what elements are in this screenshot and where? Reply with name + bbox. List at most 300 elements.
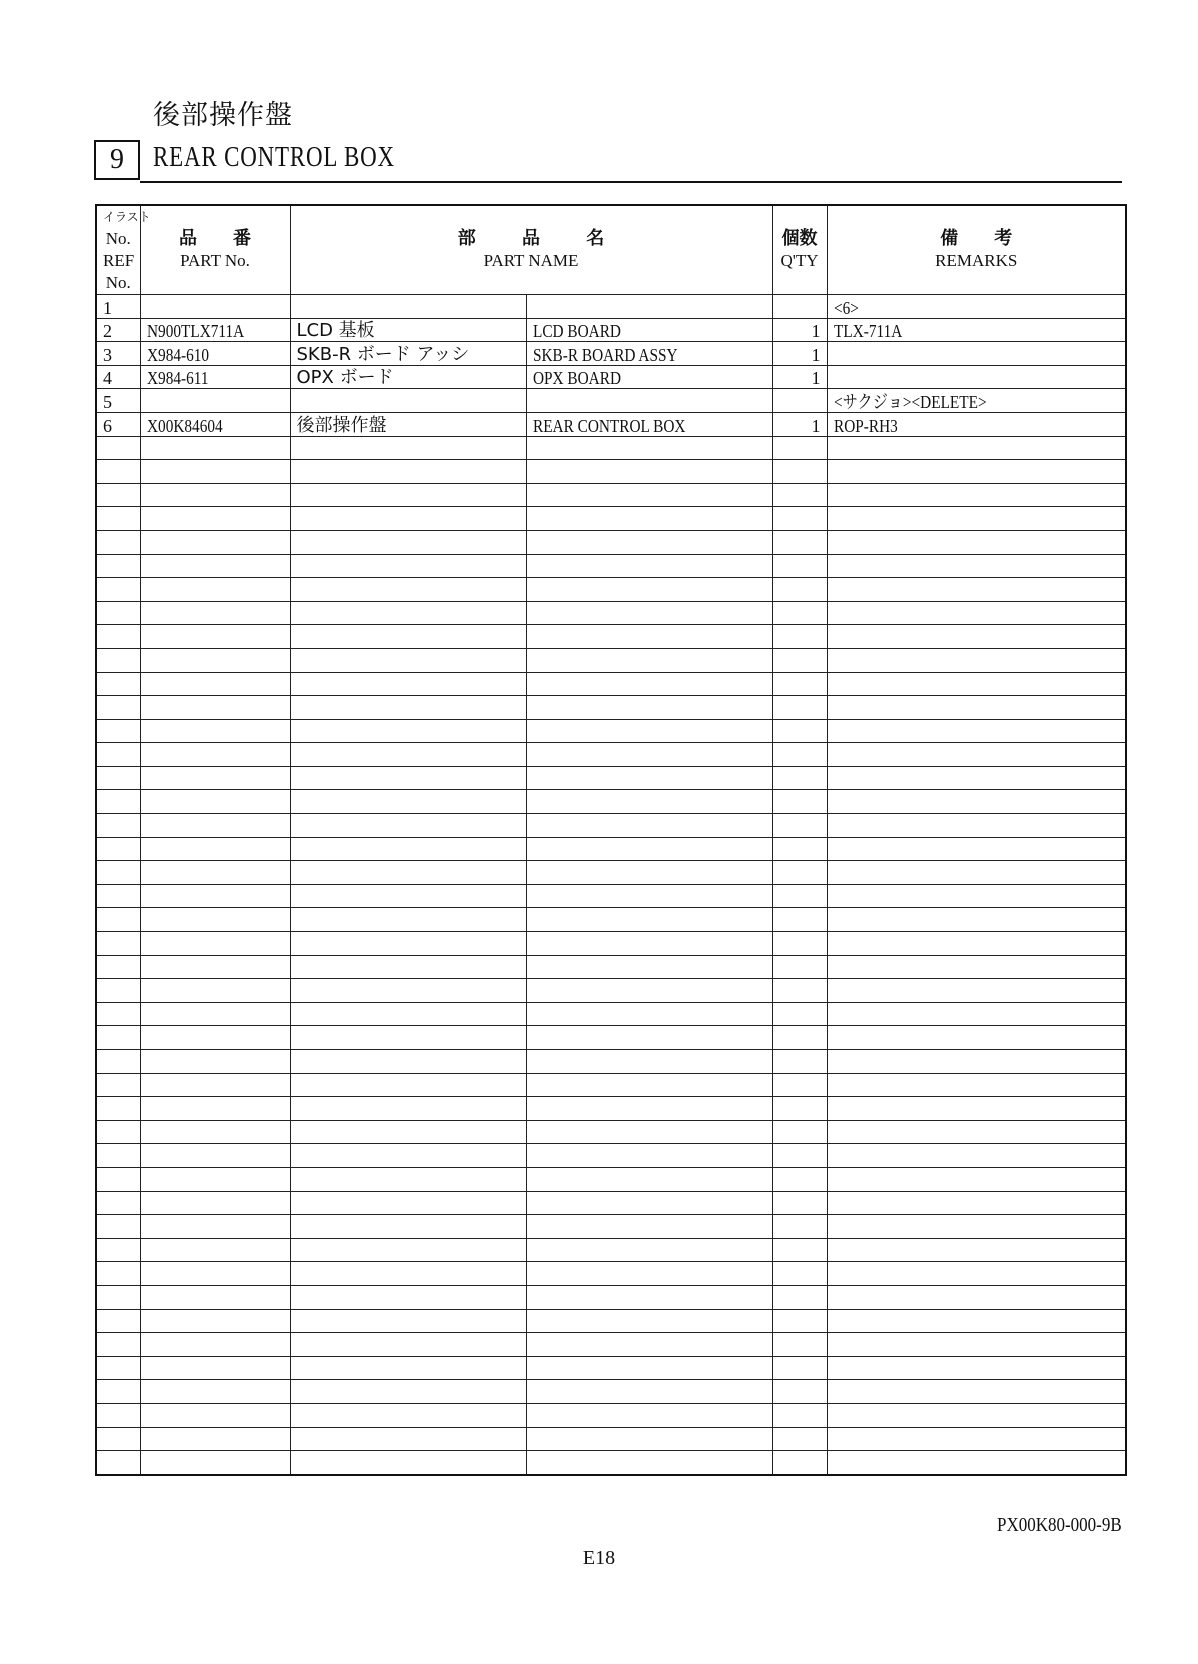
cell-name-jp — [290, 554, 526, 578]
cell-remarks — [827, 1120, 1126, 1144]
table-row — [96, 672, 1126, 696]
cell-name-en — [526, 625, 772, 649]
cell-name-jp — [290, 625, 526, 649]
cell-part-no — [140, 1403, 290, 1427]
cell-qty — [772, 1262, 827, 1286]
cell-ref — [96, 1427, 140, 1451]
cell-ref — [96, 1333, 140, 1357]
cell-name-jp — [290, 743, 526, 767]
cell-name-en — [526, 790, 772, 814]
cell-name-en — [526, 578, 772, 602]
cell-part-no-text: X984-611 — [146, 368, 208, 389]
cell-part-no — [140, 766, 290, 790]
cell-remarks — [827, 932, 1126, 956]
cell-ref-text: 4 — [103, 368, 112, 389]
cell-ref-text: 2 — [103, 321, 112, 342]
cell-name-en — [526, 554, 772, 578]
cell-name-en — [526, 648, 772, 672]
cell-qty — [772, 696, 827, 720]
cell-ref — [96, 483, 140, 507]
cell-qty — [772, 1427, 827, 1451]
cell-name-en — [526, 412, 772, 436]
cell-ref — [96, 365, 140, 389]
cell-ref — [96, 554, 140, 578]
cell-part-no — [140, 648, 290, 672]
cell-remarks — [827, 884, 1126, 908]
cell-name-jp — [290, 908, 526, 932]
cell-name-en — [526, 955, 772, 979]
section-number-box: 9 — [94, 140, 140, 180]
cell-qty — [772, 1050, 827, 1074]
cell-name-en — [526, 1144, 772, 1168]
cell-qty — [772, 1191, 827, 1215]
table-row — [96, 1403, 1126, 1427]
cell-part-no — [140, 1262, 290, 1286]
cell-remarks — [827, 648, 1126, 672]
cell-name-en — [526, 318, 772, 342]
table-row — [96, 389, 1126, 413]
cell-qty — [772, 460, 827, 484]
cell-name-jp — [290, 1262, 526, 1286]
header-ref-line: No. — [105, 273, 131, 292]
cell-ref — [96, 790, 140, 814]
cell-name-en — [526, 1262, 772, 1286]
cell-qty — [772, 979, 827, 1003]
cell-name-jp-text: 後部操作盤 — [296, 414, 387, 436]
cell-qty — [772, 1167, 827, 1191]
table-row — [96, 861, 1126, 885]
cell-part-no — [140, 908, 290, 932]
cell-name-en — [526, 365, 772, 389]
cell-part-no — [140, 743, 290, 767]
cell-qty — [772, 365, 827, 389]
cell-ref — [96, 1451, 140, 1475]
cell-name-jp — [290, 1191, 526, 1215]
cell-name-jp — [290, 1144, 526, 1168]
cell-remarks — [827, 412, 1126, 436]
cell-part-no — [140, 955, 290, 979]
cell-name-jp — [290, 1238, 526, 1262]
cell-name-jp — [290, 342, 526, 366]
cell-part-no — [140, 578, 290, 602]
cell-part-no — [140, 932, 290, 956]
cell-remarks — [827, 1333, 1126, 1357]
cell-ref — [96, 884, 140, 908]
header-part-name-jp: 部 品 名 — [457, 228, 605, 249]
cell-qty — [772, 507, 827, 531]
cell-remarks — [827, 436, 1126, 460]
cell-name-jp — [290, 1002, 526, 1026]
cell-qty — [772, 743, 827, 767]
table-row — [96, 884, 1126, 908]
cell-remarks — [827, 719, 1126, 743]
cell-qty — [772, 318, 827, 342]
cell-name-en — [526, 696, 772, 720]
cell-remarks — [827, 625, 1126, 649]
table-row — [96, 295, 1126, 319]
cell-qty — [772, 837, 827, 861]
cell-ref — [96, 318, 140, 342]
cell-name-jp-text: LCD 基板 — [296, 320, 375, 342]
cell-remarks — [827, 554, 1126, 578]
cell-remarks — [827, 861, 1126, 885]
cell-part-no — [140, 530, 290, 554]
cell-name-jp — [290, 861, 526, 885]
cell-name-en — [526, 1451, 772, 1475]
cell-ref-text: 1 — [103, 297, 112, 318]
cell-name-jp — [290, 1333, 526, 1357]
cell-name-en — [526, 389, 772, 413]
cell-name-jp — [290, 507, 526, 531]
cell-remarks — [827, 837, 1126, 861]
cell-name-en — [526, 1403, 772, 1427]
cell-ref-text: 6 — [103, 415, 112, 436]
cell-remarks — [827, 979, 1126, 1003]
cell-qty — [772, 1144, 827, 1168]
cell-remarks — [827, 955, 1126, 979]
cell-remarks — [827, 1427, 1126, 1451]
table-row — [96, 625, 1126, 649]
table-row — [96, 1167, 1126, 1191]
cell-part-no — [140, 1427, 290, 1451]
cell-name-en — [526, 507, 772, 531]
cell-name-en — [526, 460, 772, 484]
cell-ref — [96, 932, 140, 956]
cell-qty-text: 1 — [811, 321, 821, 342]
cell-part-no — [140, 365, 290, 389]
header-ref-line: イラスト — [103, 210, 151, 224]
cell-remarks — [827, 1356, 1126, 1380]
cell-part-no — [140, 1002, 290, 1026]
cell-qty-text: 1 — [811, 344, 821, 365]
cell-qty — [772, 884, 827, 908]
cell-ref — [96, 1262, 140, 1286]
cell-part-no — [140, 672, 290, 696]
cell-part-no — [140, 1451, 290, 1475]
table-row — [96, 908, 1126, 932]
table-row — [96, 1002, 1126, 1026]
cell-part-no-text: X984-610 — [146, 344, 209, 365]
cell-part-no — [140, 1120, 290, 1144]
cell-name-en — [526, 1380, 772, 1404]
cell-remarks-text: <6> — [833, 297, 859, 318]
cell-remarks — [827, 1026, 1126, 1050]
cell-name-jp — [290, 837, 526, 861]
cell-name-en — [526, 932, 772, 956]
table-row — [96, 1073, 1126, 1097]
cell-part-no — [140, 1191, 290, 1215]
cell-remarks — [827, 483, 1126, 507]
cell-remarks — [827, 295, 1126, 319]
cell-qty — [772, 790, 827, 814]
cell-ref-text: 3 — [103, 344, 112, 365]
table-row — [96, 1285, 1126, 1309]
cell-name-en-text: SKB-R BOARD ASSY — [532, 344, 678, 365]
cell-remarks — [827, 1002, 1126, 1026]
table-row — [96, 1026, 1126, 1050]
cell-ref — [96, 460, 140, 484]
cell-name-en — [526, 1238, 772, 1262]
cell-name-en — [526, 979, 772, 1003]
cell-name-jp — [290, 436, 526, 460]
parts-table-body — [96, 295, 1126, 1475]
cell-name-en — [526, 719, 772, 743]
cell-qty — [772, 625, 827, 649]
cell-name-jp — [290, 1050, 526, 1074]
cell-remarks — [827, 1403, 1126, 1427]
table-row — [96, 318, 1126, 342]
cell-name-en — [526, 1002, 772, 1026]
table-row — [96, 1262, 1126, 1286]
cell-remarks — [827, 1050, 1126, 1074]
cell-ref — [96, 743, 140, 767]
page-title-en: REAR CONTROL BOX — [153, 142, 395, 173]
cell-name-jp — [290, 412, 526, 436]
cell-name-jp — [290, 719, 526, 743]
cell-name-en — [526, 1215, 772, 1239]
table-row — [96, 814, 1126, 838]
cell-ref — [96, 625, 140, 649]
cell-name-en-text: OPX BOARD — [532, 368, 621, 389]
cell-remarks — [827, 1073, 1126, 1097]
header-part-no-en: PART No. — [180, 251, 250, 270]
table-row — [96, 979, 1126, 1003]
table-row — [96, 837, 1126, 861]
cell-remarks — [827, 578, 1126, 602]
cell-qty — [772, 578, 827, 602]
cell-remarks — [827, 507, 1126, 531]
table-row — [96, 601, 1126, 625]
title-underline — [140, 181, 1122, 183]
header-part-no-jp: 品 番 — [179, 228, 251, 249]
table-row — [96, 507, 1126, 531]
cell-name-jp — [290, 766, 526, 790]
cell-ref — [96, 1002, 140, 1026]
cell-name-jp — [290, 1403, 526, 1427]
cell-name-en — [526, 530, 772, 554]
cell-remarks — [827, 1262, 1126, 1286]
cell-qty — [772, 814, 827, 838]
table-row — [96, 342, 1126, 366]
cell-name-jp — [290, 1427, 526, 1451]
cell-name-en — [526, 861, 772, 885]
cell-remarks — [827, 1097, 1126, 1121]
cell-part-no — [140, 696, 290, 720]
cell-ref — [96, 1285, 140, 1309]
cell-ref — [96, 436, 140, 460]
cell-remarks — [827, 318, 1126, 342]
cell-ref — [96, 1167, 140, 1191]
cell-name-jp — [290, 884, 526, 908]
cell-name-jp — [290, 1285, 526, 1309]
table-row — [96, 1451, 1126, 1475]
table-row — [96, 1380, 1126, 1404]
cell-name-jp — [290, 601, 526, 625]
cell-qty-text: 1 — [811, 415, 821, 436]
cell-name-jp — [290, 389, 526, 413]
cell-name-en — [526, 1309, 772, 1333]
cell-name-jp — [290, 460, 526, 484]
cell-ref — [96, 1309, 140, 1333]
cell-name-en — [526, 1333, 772, 1357]
cell-part-no — [140, 1356, 290, 1380]
cell-part-no — [140, 483, 290, 507]
cell-part-no — [140, 1380, 290, 1404]
cell-qty — [772, 648, 827, 672]
cell-part-no — [140, 1097, 290, 1121]
cell-remarks — [827, 766, 1126, 790]
cell-name-en — [526, 1356, 772, 1380]
cell-name-en — [526, 436, 772, 460]
header-qty — [772, 205, 827, 295]
table-row — [96, 1097, 1126, 1121]
cell-remarks — [827, 696, 1126, 720]
cell-ref — [96, 389, 140, 413]
table-row — [96, 955, 1126, 979]
cell-remarks — [827, 1191, 1126, 1215]
cell-part-no — [140, 1073, 290, 1097]
cell-ref — [96, 648, 140, 672]
cell-part-no-text: X00K84604 — [146, 415, 223, 436]
cell-qty — [772, 1215, 827, 1239]
cell-qty — [772, 1097, 827, 1121]
cell-ref — [96, 955, 140, 979]
header-ref-line: No. — [105, 229, 131, 248]
table-row — [96, 412, 1126, 436]
cell-remarks — [827, 1380, 1126, 1404]
table-row — [96, 719, 1126, 743]
cell-ref — [96, 672, 140, 696]
cell-part-no — [140, 1144, 290, 1168]
cell-remarks — [827, 1309, 1126, 1333]
cell-part-no — [140, 814, 290, 838]
cell-remarks — [827, 1238, 1126, 1262]
table-row — [96, 696, 1126, 720]
cell-name-en — [526, 601, 772, 625]
cell-name-jp — [290, 295, 526, 319]
cell-part-no — [140, 1026, 290, 1050]
cell-name-jp-text: OPX ボード — [296, 367, 394, 389]
cell-name-en — [526, 1120, 772, 1144]
cell-ref — [96, 1403, 140, 1427]
cell-qty — [772, 1380, 827, 1404]
cell-ref-text: 5 — [103, 391, 112, 412]
cell-qty — [772, 1238, 827, 1262]
cell-name-jp — [290, 648, 526, 672]
cell-qty — [772, 601, 827, 625]
cell-remarks — [827, 601, 1126, 625]
cell-qty — [772, 1403, 827, 1427]
cell-part-no — [140, 861, 290, 885]
cell-ref — [96, 1120, 140, 1144]
cell-remarks — [827, 1215, 1126, 1239]
cell-remarks — [827, 908, 1126, 932]
cell-part-no — [140, 601, 290, 625]
table-row — [96, 743, 1126, 767]
cell-name-en — [526, 672, 772, 696]
cell-remarks-text: <サクジョ><DELETE> — [833, 391, 987, 412]
cell-name-jp — [290, 530, 526, 554]
cell-name-jp — [290, 1167, 526, 1191]
table-row — [96, 766, 1126, 790]
table-row — [96, 790, 1126, 814]
table-row — [96, 1120, 1126, 1144]
cell-remarks — [827, 1167, 1126, 1191]
cell-name-jp — [290, 1380, 526, 1404]
cell-qty — [772, 342, 827, 366]
cell-qty — [772, 1451, 827, 1475]
cell-part-no — [140, 436, 290, 460]
cell-part-no — [140, 790, 290, 814]
cell-part-no — [140, 342, 290, 366]
cell-part-no — [140, 719, 290, 743]
cell-name-jp — [290, 932, 526, 956]
cell-qty — [772, 530, 827, 554]
cell-remarks — [827, 1144, 1126, 1168]
cell-qty — [772, 719, 827, 743]
cell-qty — [772, 908, 827, 932]
cell-ref — [96, 861, 140, 885]
cell-name-jp — [290, 1073, 526, 1097]
cell-qty — [772, 483, 827, 507]
cell-name-jp — [290, 578, 526, 602]
table-row — [96, 1191, 1126, 1215]
cell-part-no — [140, 554, 290, 578]
cell-name-jp — [290, 1451, 526, 1475]
cell-name-jp — [290, 696, 526, 720]
cell-ref — [96, 766, 140, 790]
cell-part-no — [140, 389, 290, 413]
header-part-name — [290, 205, 772, 295]
cell-ref — [96, 1238, 140, 1262]
cell-part-no — [140, 1333, 290, 1357]
cell-name-jp — [290, 979, 526, 1003]
cell-qty — [772, 295, 827, 319]
table-row — [96, 1309, 1126, 1333]
cell-qty — [772, 389, 827, 413]
cell-part-no — [140, 318, 290, 342]
cell-qty — [772, 1073, 827, 1097]
table-row — [96, 1427, 1126, 1451]
table-header-row — [96, 205, 1126, 295]
page-title-jp: 後部操作盤 — [153, 100, 293, 131]
cell-name-jp — [290, 1097, 526, 1121]
cell-qty — [772, 1285, 827, 1309]
cell-ref — [96, 1191, 140, 1215]
cell-remarks — [827, 672, 1126, 696]
cell-ref — [96, 814, 140, 838]
cell-qty-text: 1 — [811, 368, 821, 389]
cell-name-jp — [290, 483, 526, 507]
cell-name-en — [526, 1097, 772, 1121]
cell-remarks-text: ROP-RH3 — [833, 415, 898, 436]
cell-ref — [96, 1380, 140, 1404]
table-row — [96, 1333, 1126, 1357]
cell-name-en — [526, 766, 772, 790]
cell-qty — [772, 766, 827, 790]
cell-part-no — [140, 1309, 290, 1333]
header-ref-line: REF — [103, 251, 135, 270]
table-row — [96, 436, 1126, 460]
cell-part-no — [140, 884, 290, 908]
cell-name-jp — [290, 955, 526, 979]
cell-ref — [96, 412, 140, 436]
table-row — [96, 648, 1126, 672]
cell-part-no — [140, 1050, 290, 1074]
cell-qty — [772, 1120, 827, 1144]
cell-part-no — [140, 1167, 290, 1191]
cell-ref — [96, 342, 140, 366]
